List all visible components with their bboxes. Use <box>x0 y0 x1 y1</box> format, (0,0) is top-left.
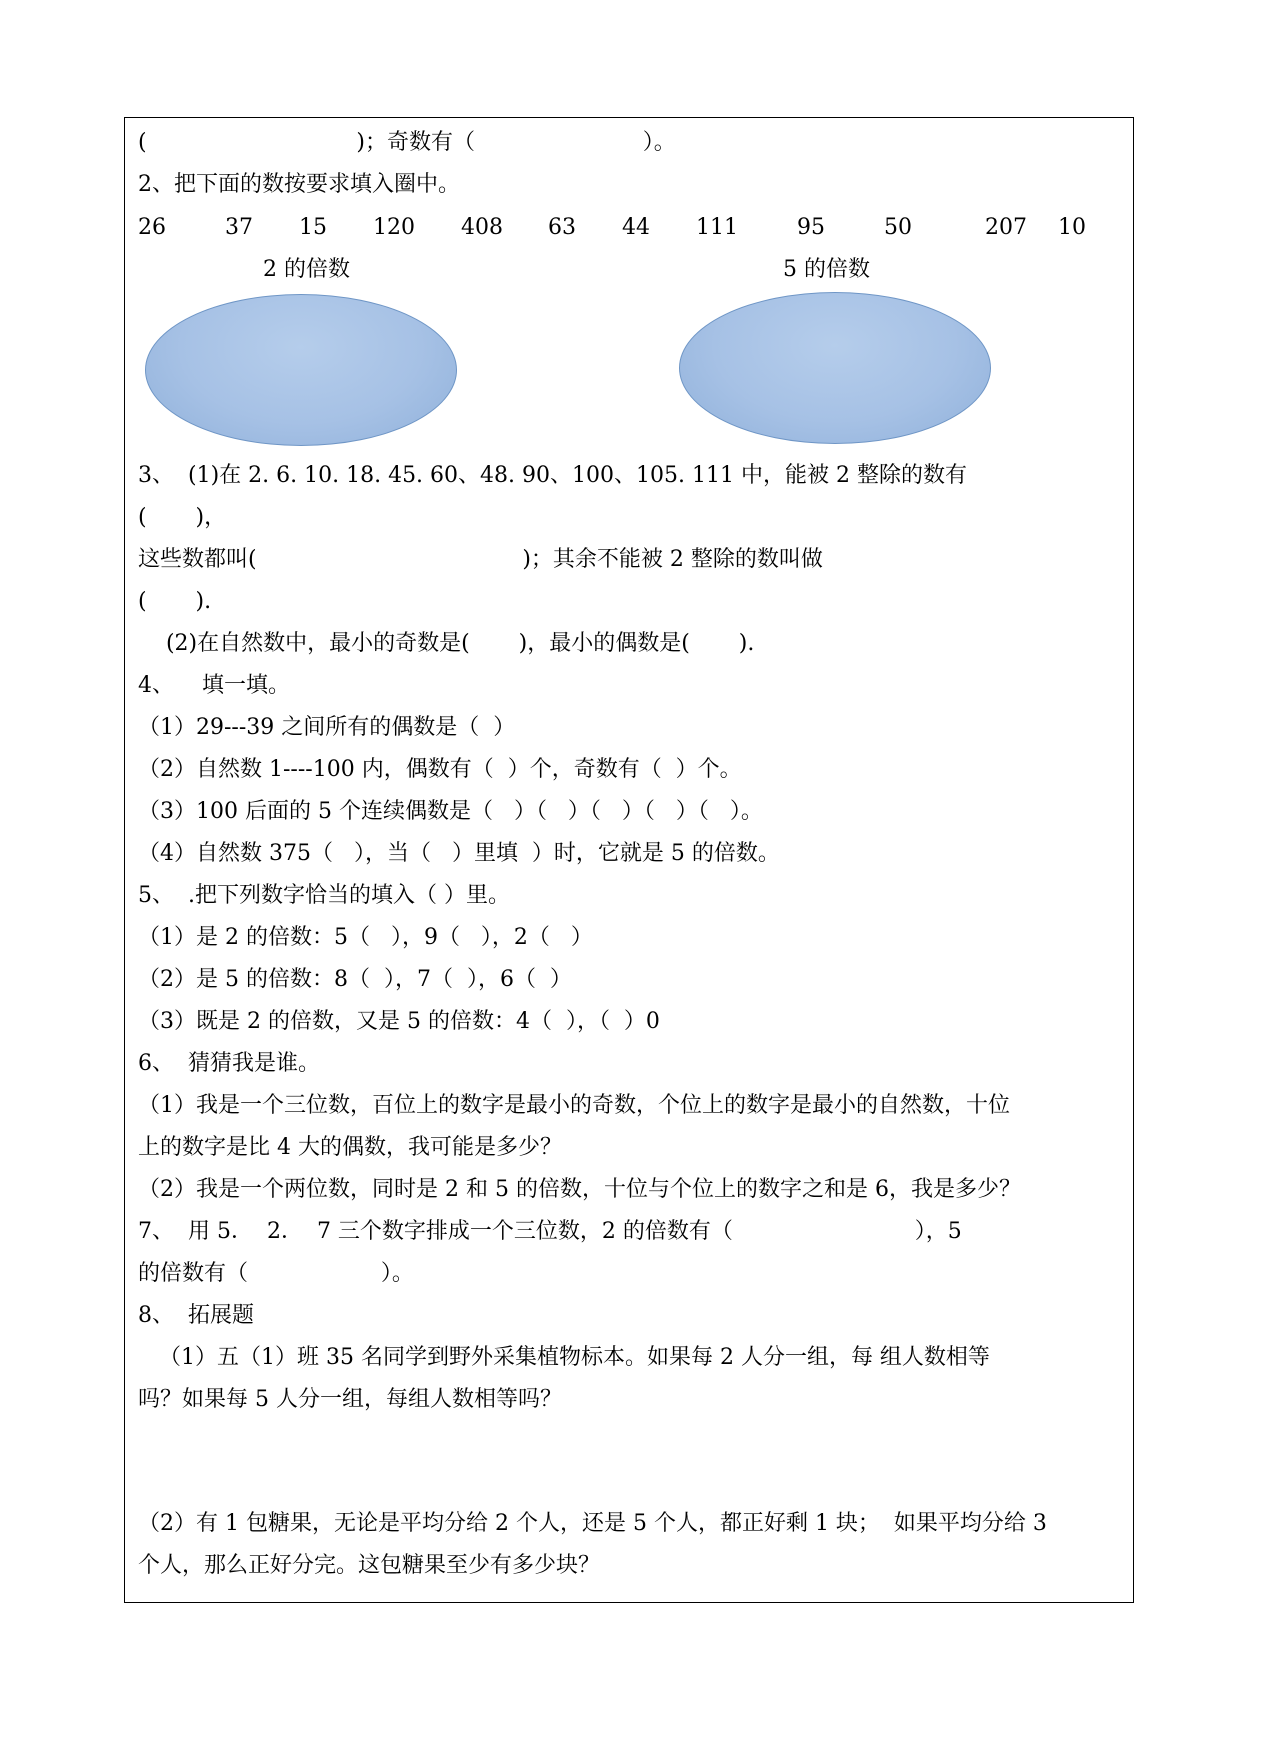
question-5-3: （3）既是 2 的倍数，又是 5 的倍数：4（ ），（ ）0 <box>138 1009 660 1034</box>
question-5-2: （2）是 5 的倍数：8（ ），7（ ），6（ ） <box>138 967 572 992</box>
question-6: 6、 猜猜我是谁。 <box>138 1051 320 1076</box>
question-3-part1-blank: ( )， <box>138 505 227 530</box>
question-7-cont: 的倍数有（ ）。 <box>138 1261 414 1286</box>
number: 50 <box>884 215 912 240</box>
number: 37 <box>225 215 253 240</box>
number: 63 <box>548 215 576 240</box>
multiples-of-5-ellipse <box>679 292 991 444</box>
question-3-part2: (2)在自然数中，最小的奇数是( )，最小的偶数是( ). <box>138 631 755 656</box>
number: 207 <box>985 215 1027 240</box>
number: 10 <box>1058 215 1086 240</box>
question-2: 2、把下面的数按要求填入圈中。 <box>138 172 460 197</box>
question-3-even-label: 这些数都叫( )；其余不能被 2 整除的数叫做 <box>138 547 823 572</box>
question-5-1: （1）是 2 的倍数：5（ ），9（ ），2（ ） <box>138 925 593 950</box>
question-4-4: （4）自然数 375（ ），当（ ）里填 ）时，它就是 5 的倍数。 <box>138 841 780 866</box>
caption-multiples-of-5: 5 的倍数 <box>783 257 870 282</box>
question-8: 8、 拓展题 <box>138 1303 254 1328</box>
question-3-part1: 3、 (1)在 2. 6. 10. 18. 45. 60、48. 90、100、105. 111 中，能被 2 整除的数有 <box>138 463 967 488</box>
question-6-1-cont: 上的数字是比 4 大的偶数，我可能是多少？ <box>138 1135 562 1160</box>
question-7: 7、 用 5． 2． 7 三个数字排成一个三位数，2 的倍数有（ ），5 <box>138 1219 962 1244</box>
question-4-2: （2）自然数 1----100 内，偶数有（ ）个，奇数有（ ）个。 <box>138 757 742 782</box>
number: 15 <box>299 215 327 240</box>
number: 95 <box>797 215 825 240</box>
line-odd-numbers: ( )；奇数有（ ）。 <box>138 130 676 155</box>
caption-multiples-of-2: 2 的倍数 <box>263 257 350 282</box>
question-5: 5、 .把下列数字恰当的填入（ ）里。 <box>138 883 510 908</box>
question-4-1: （1）29---39 之间所有的偶数是（ ） <box>138 715 516 740</box>
question-8-2-cont: 个人，那么正好分完。这包糖果至少有多少块？ <box>138 1553 601 1578</box>
question-3-odd-blank: ( ). <box>138 589 212 614</box>
question-8-1-cont: 吗？如果每 5 人分一组，每组人数相等吗？ <box>138 1387 562 1412</box>
question-6-1: （1）我是一个三位数，百位上的数字是最小的奇数，个位上的数字是最小的自然数，十位 <box>138 1093 1011 1118</box>
question-8-2: （2）有 1 包糖果，无论是平均分给 2 个人，还是 5 个人，都正好剩 1 块； 如果平均分给 3 <box>138 1511 1047 1536</box>
question-8-1: （1）五（1）班 35 名同学到野外采集植物标本。如果每 2 人分一组，每 组人数相等 <box>138 1345 990 1370</box>
question-4: 4、 填一填。 <box>138 673 290 698</box>
number: 44 <box>622 215 650 240</box>
question-6-2: （2）我是一个两位数，同时是 2 和 5 的倍数，十位与个位上的数字之和是 6，我是多少？ <box>138 1177 1021 1202</box>
number: 408 <box>461 215 503 240</box>
multiples-of-2-ellipse <box>145 294 457 446</box>
question-4-3: （3）100 后面的 5 个连续偶数是（ ）（ ）（ ）（ ）（ ）。 <box>138 799 763 824</box>
number: 26 <box>138 215 166 240</box>
number: 111 <box>696 215 738 240</box>
number: 120 <box>373 215 415 240</box>
